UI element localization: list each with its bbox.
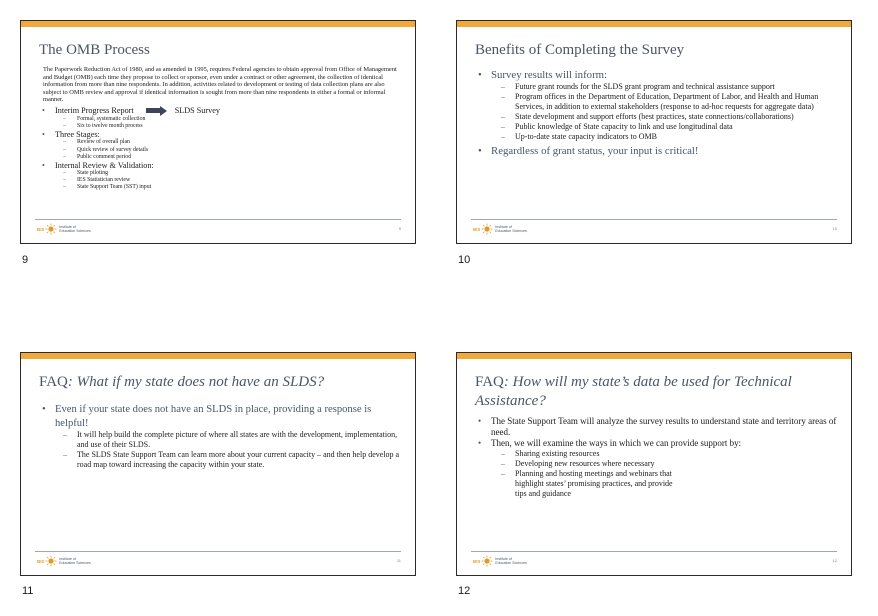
slide-number-label: 9	[22, 254, 29, 266]
bullet-list	[39, 403, 403, 470]
slide-thumbnail-10[interactable]	[456, 20, 852, 244]
sub-bullet-item: – Future grant rounds for the SLDS grant program and technical assistance support	[475, 82, 839, 92]
slide-footer	[471, 551, 837, 569]
intro-paragraph: The Paperwork Reduction Act of 1980, and as amended in 1995, requires Federal agencies to obtain approval from Office of Management and Budget (OMB) each time they propose to collect or sponsor, even under a contract or other agreement, the collection of identical information from more than nine respondents. In addition, activities related to development or testing of data collection plans are also subject to OMB review and approval if identical information is sought from more than nine respondents in either a formal or informal manner.	[43, 66, 397, 104]
slide-thumbnail-11[interactable]	[20, 352, 416, 576]
sub-bullet-item: – Up-to-date state capacity indicators to OMB	[475, 132, 839, 142]
sub-bullet-item: – Developing new resources where necessary	[475, 459, 839, 469]
bullet-list	[475, 416, 839, 499]
slide-number-label: 11	[22, 585, 34, 597]
sub-bullet-item: – IES Statistician review	[39, 177, 403, 184]
page-number: 11	[396, 558, 401, 563]
ies-logo: IES Institute of Education Sciences	[473, 225, 527, 233]
sub-bullet-item: – Planning and hosting meetings and webinars that highlight states’ promising practices, and provide tips and guidance	[475, 469, 675, 499]
bullet-item: • Regardless of grant status, your input is critical!	[475, 145, 839, 158]
sub-bullet-item: – Review of overall plan	[39, 139, 403, 146]
bullet-item: • Interim Progress Report SLDS Survey	[39, 106, 403, 116]
sub-bullet-item: – Public comment period	[39, 154, 403, 161]
slide-footer	[35, 551, 401, 569]
page-number: 9	[398, 226, 401, 231]
sun-icon	[45, 555, 57, 567]
sub-bullet-item: – Public knowledge of State capacity to link and use longitudinal data	[475, 122, 839, 132]
slide-title: Benefits of Completing the Survey	[475, 42, 685, 58]
slide-body	[475, 416, 839, 499]
sun-icon	[481, 555, 493, 567]
sub-bullet-item: – Sharing existing resources	[475, 449, 839, 459]
bullet-list	[475, 69, 839, 158]
sub-bullet-item: – It will help build the complete picture of where all states are with the development, implementation, and use of their SLDS.	[39, 430, 403, 450]
bullet-item: • Three Stages:	[39, 130, 403, 139]
ies-logo: IES Institute of Education Sciences	[37, 225, 91, 233]
ies-logo: IES Institute of Education Sciences	[473, 557, 527, 565]
slide-body	[39, 66, 403, 192]
sub-bullet-item: – Formal, systematic collection	[39, 116, 403, 123]
ies-logo: IES Institute of Education Sciences	[37, 557, 91, 565]
slide-number-label: 12	[458, 585, 471, 597]
page-number: 10	[832, 226, 837, 231]
slide-title: FAQ: How will my state’s data be used for Technical Assistance?	[475, 374, 792, 409]
sub-bullet-item: – State Support Team (SST) input	[39, 184, 403, 191]
bullet-item: • The State Support Team will analyze the survey results to understand state and territory areas of need.	[475, 416, 839, 438]
bullet-item: • Then, we will examine the ways in which we can provide support by:	[475, 438, 839, 449]
slide-thumbnail-12[interactable]	[456, 352, 852, 576]
bullet-item: • Survey results will inform:	[475, 69, 839, 82]
sub-bullet-item: – Quick review of survey details	[39, 147, 403, 154]
slide-number-label: 10	[458, 254, 471, 266]
slide-body	[39, 403, 403, 470]
bullet-list	[39, 106, 403, 192]
sub-bullet-item: – State development and support efforts (best practices, state connections/collaborations)	[475, 112, 839, 122]
bullet-item: • Even if your state does not have an SLDS in place, providing a response is helpful!	[39, 403, 403, 430]
arrow-target-label: SLDS Survey	[174, 106, 220, 116]
right-arrow-icon	[146, 106, 167, 116]
sub-bullet-item: – State piloting	[39, 170, 403, 177]
slide-body	[475, 69, 839, 158]
sub-bullet-item: – The SLDS State Support Team can learn more about your current capacity – and then help develop a road map toward increasing the capacity within your state.	[39, 450, 403, 470]
bullet-item: • Internal Review & Validation:	[39, 161, 403, 170]
page-number: 12	[832, 558, 837, 563]
sun-icon	[481, 223, 493, 235]
slide-thumbnail-9[interactable]	[20, 20, 416, 244]
sun-icon	[45, 223, 57, 235]
slide-footer	[35, 219, 401, 237]
slide-footer	[471, 219, 837, 237]
slide-title: The OMB Process	[39, 42, 150, 58]
sub-bullet-item: – Six to twelve month process	[39, 123, 403, 130]
sub-bullet-item: – Program offices in the Department of Education, Department of Labor, and Health and Human Services, in addition to external stakeholders (response to ad-hoc requests for aggregate data)	[475, 92, 839, 112]
slide-title: FAQ: What if my state does not have an SLDS?	[39, 374, 325, 390]
